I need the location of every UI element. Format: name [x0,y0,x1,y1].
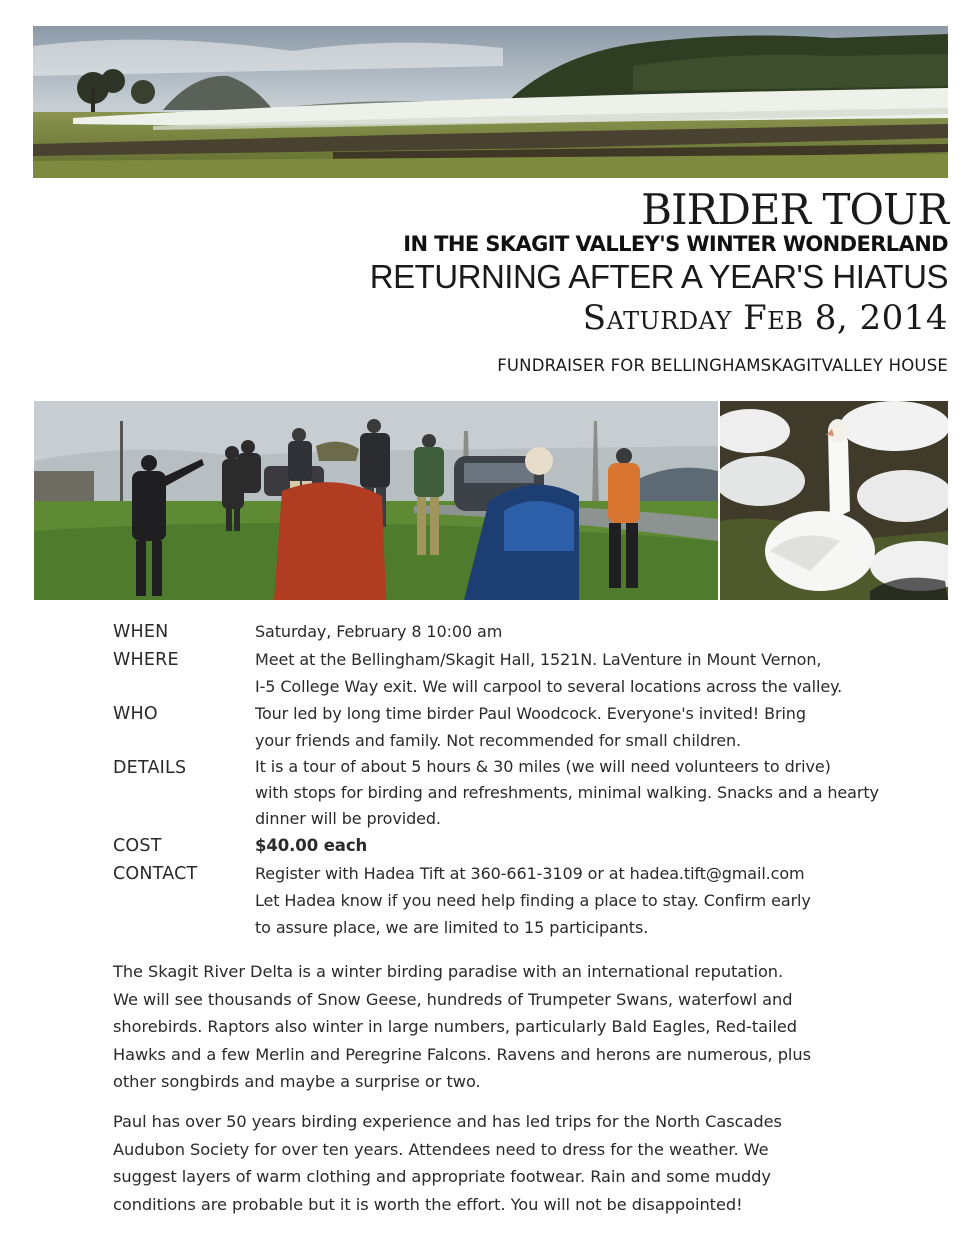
event-date: Saturday Feb 8, 2014 [582,298,948,338]
details-label: DETAILS [113,758,187,778]
contact-line: to assure place, we are limited to 15 participants. [255,918,649,937]
contact-line: Register with Hadea Tift at 360-661-3109 or at hadea.tift@gmail.com [255,864,805,883]
paragraph-line: suggest layers of warm clothing and appropriate footwear. Rain and some muddy [113,1167,771,1187]
paragraph-line: The Skagit River Delta is a winter birding paradise with an international reputation. [113,962,784,981]
fundraiser-line: FUNDRAISER FOR BELLINGHAMSKAGITVALLEY HOUSE [497,356,948,375]
cost-value [255,832,943,860]
contact-line: Let Hadea know if you need help finding a place to stay. Confirm early [255,891,811,910]
details-line: dinner will be provided. [255,809,441,828]
who-line: your friends and family. Not recommended for small children. [255,731,741,750]
detail-row-when [113,618,943,646]
contact-label: CONTACT [113,864,198,884]
event-details [113,618,943,941]
when-line: Saturday, February 8 10:00 am [255,622,503,641]
paragraph-line: shorebirds. Raptors also winter in large numbers, particularly Bald Eagles, Red-tailed [113,1017,798,1037]
leader-paragraph [113,1108,943,1218]
event-tagline: RETURNING AFTER A YEAR'S HIATUS [369,258,948,295]
detail-row-who [113,700,943,754]
detail-row-where [113,646,943,700]
paragraph-line: conditions are probable but it is worth the effort. You will not be disappointed! [113,1194,743,1214]
paragraph-line: Audubon Society for over ten years. Attendees need to dress for the weather. We [113,1139,769,1159]
cost-label: COST [113,836,162,856]
who-value [255,700,943,754]
banner-photo [33,26,948,178]
where-value [255,646,943,700]
details-line: It is a tour of about 5 hours & 30 miles (we will need volunteers to drive) [255,757,831,776]
snow-geese-photo [720,401,948,600]
when-label: WHEN [113,622,169,642]
details-value [255,754,943,832]
paragraph-line: Hawks and a few Merlin and Peregrine Falcons. Ravens and herons are numerous, plus [113,1044,811,1064]
detail-row-contact [113,860,943,941]
detail-row-details [113,754,943,832]
where-line: I-5 College Way exit. We will carpool to several locations across the valley. [255,677,843,696]
where-label: WHERE [113,650,179,670]
title-block [188,186,948,377]
contact-value [255,860,943,941]
detail-row-cost [113,832,943,860]
birders-group-photo [34,401,718,600]
details-line: with stops for birding and refreshments, minimal walking. Snacks and a hearty [255,783,879,802]
cost-line: $40.00 each [255,836,368,855]
when-value [255,618,943,646]
event-title: BIRDER TOUR [641,185,948,234]
paragraph-line: We will see thousands of Snow Geese, hundreds of Trumpeter Swans, waterfowl and [113,989,793,1009]
description-paragraph [113,958,943,1096]
where-line: Meet at the Bellingham/Skagit Hall, 1521N. LaVenture in Mount Vernon, [255,650,822,669]
who-line: Tour led by long time birder Paul Woodcock. Everyone's invited! Bring [255,704,806,723]
paragraph-line: other songbirds and maybe a surprise or two. [113,1072,481,1092]
event-subtitle: IN THE SKAGIT VALLEY'S WINTER WONDERLAND [403,232,948,256]
who-label: WHO [113,704,158,724]
paragraph-line: Paul has over 50 years birding experience and has led trips for the North Cascades [113,1112,782,1131]
